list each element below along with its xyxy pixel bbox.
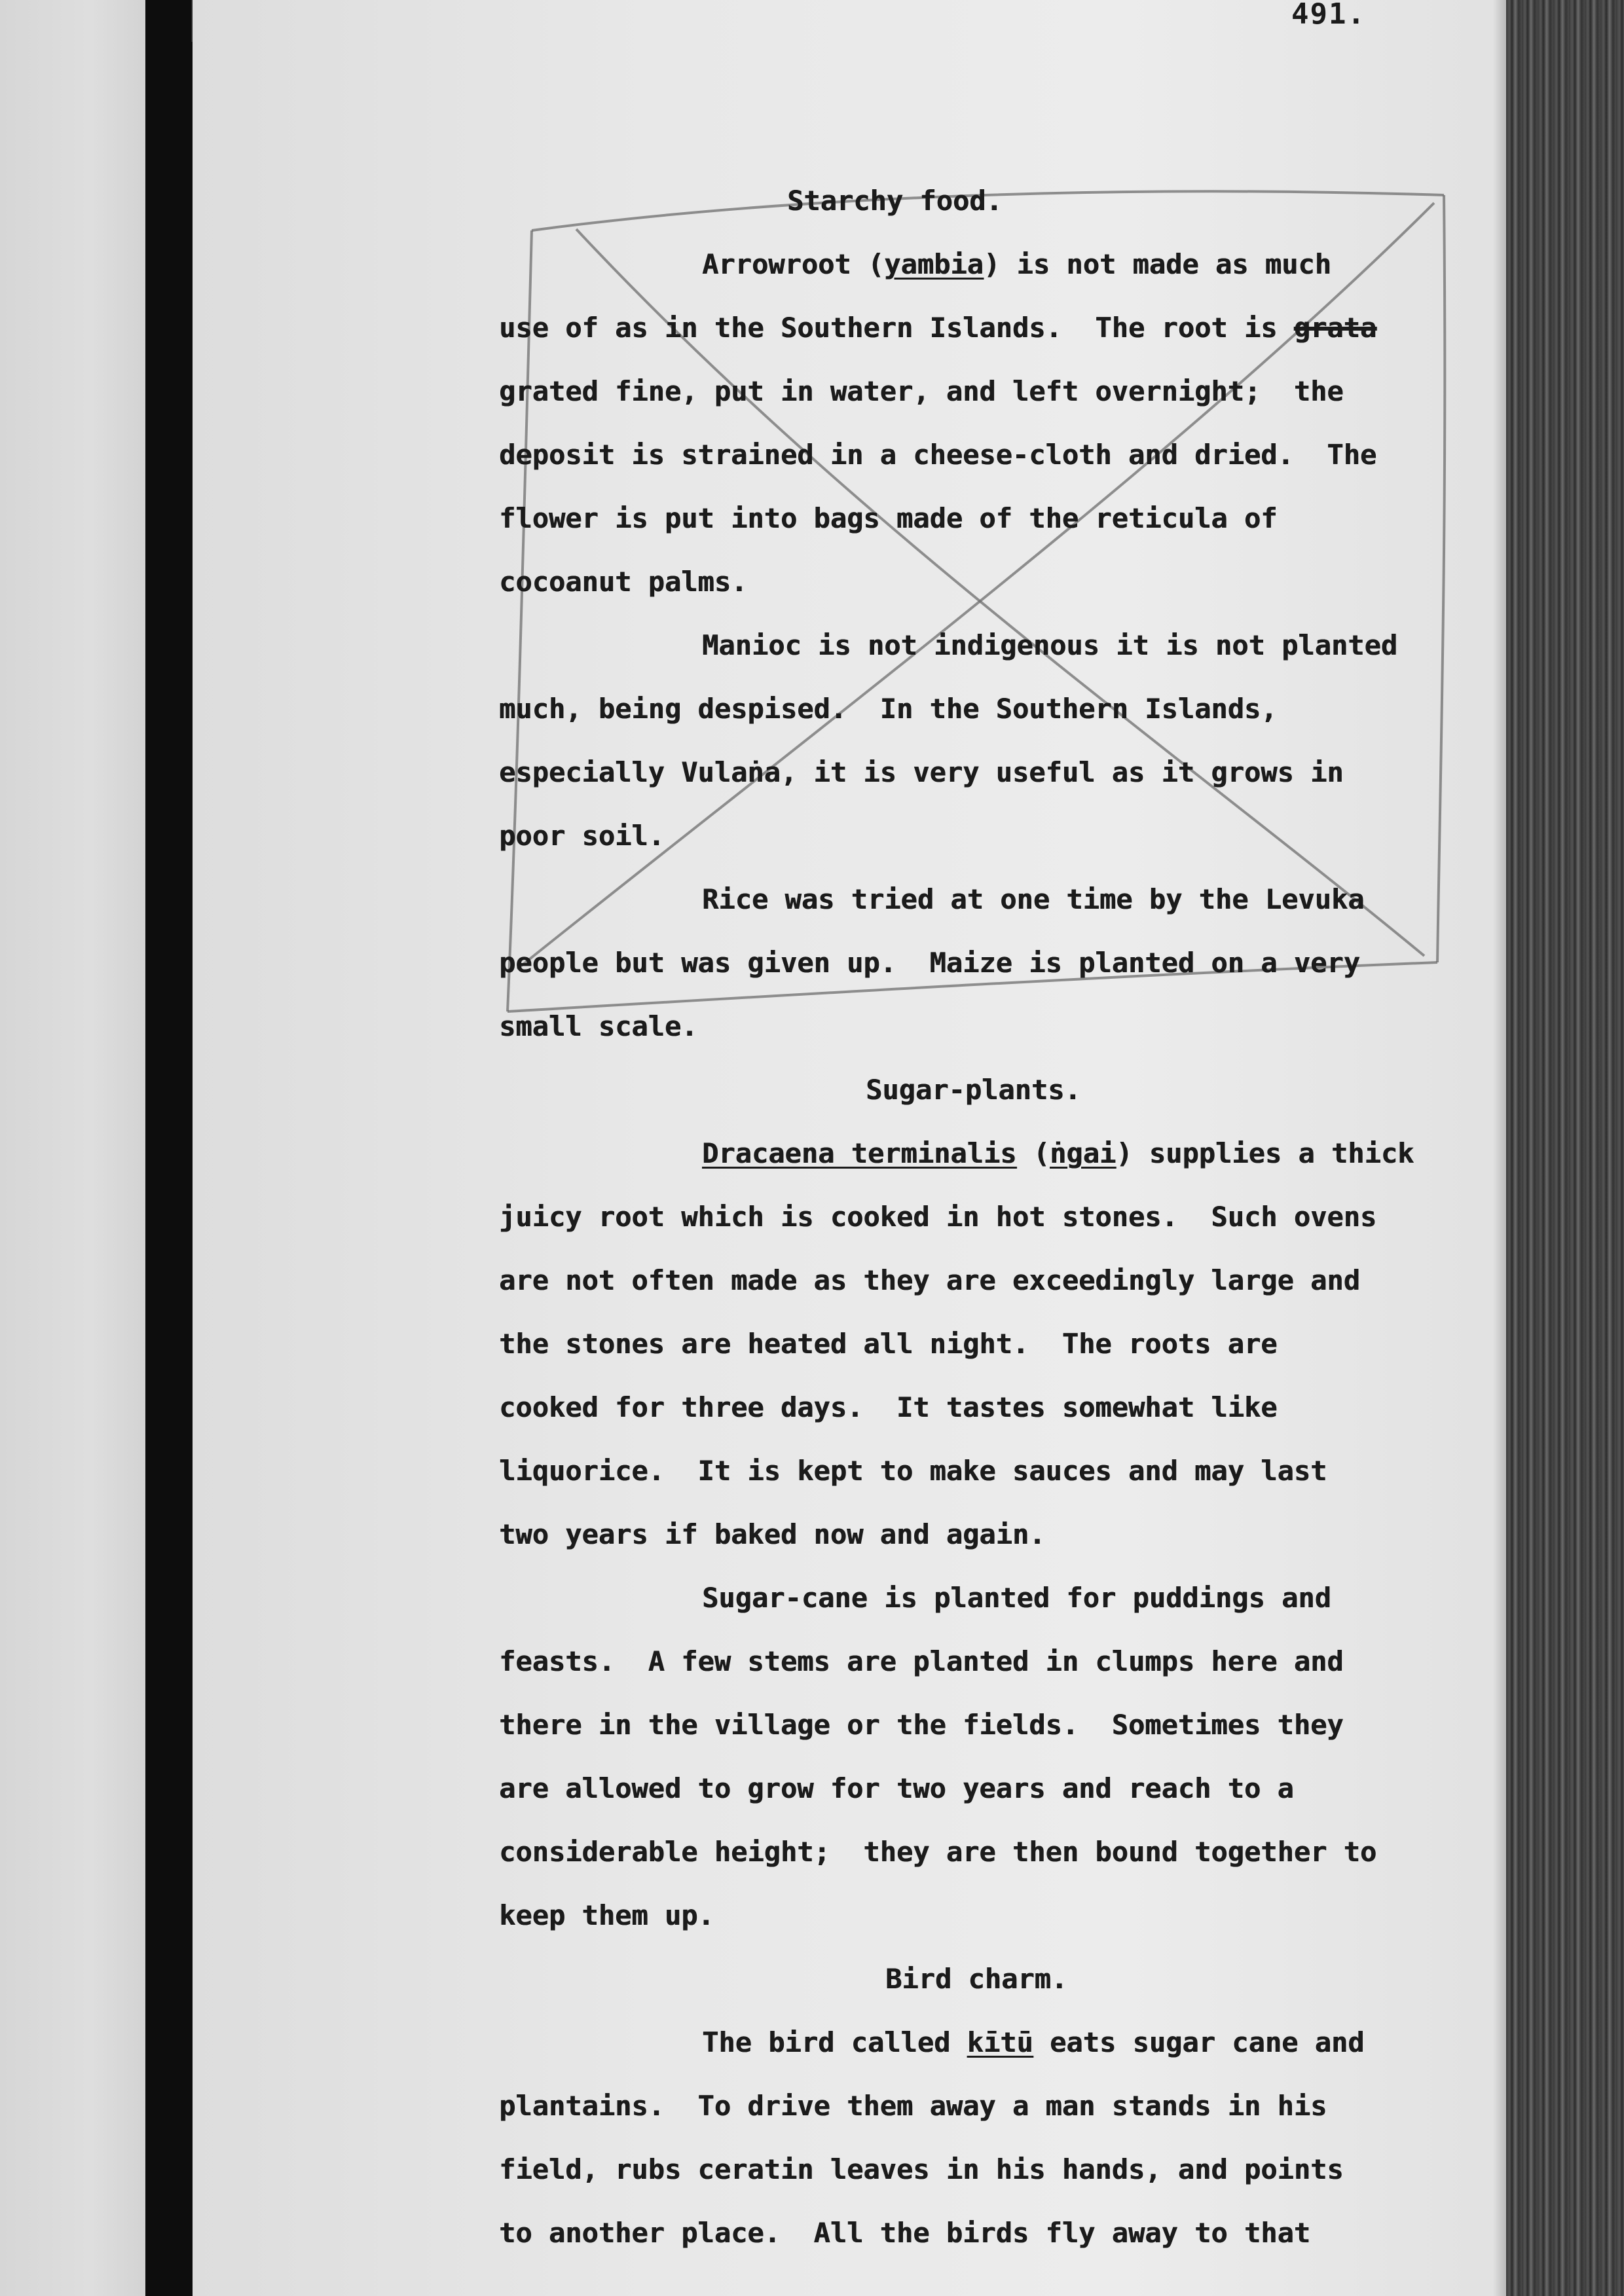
struck-text: grata: [1293, 312, 1377, 344]
text-segment: juicy root which is cooked in hot stones. Such ovens: [499, 1201, 1377, 1233]
text-segment: are allowed to grow for two years and reach to a: [499, 1772, 1294, 1804]
text-segment: to another place. All the birds fly away to that: [499, 2217, 1311, 2249]
text-line: [499, 1630, 1507, 1693]
text-segment: there in the village or the fields. Sometimes they: [499, 1709, 1344, 1741]
text-segment: eats sugar cane and: [1033, 2026, 1365, 2058]
text-line: [499, 1884, 1507, 1947]
text-segment: ) supplies a thick: [1116, 1137, 1414, 1169]
text-segment: Manioc is not indigenous it is not planted: [702, 629, 1398, 661]
text-segment: liquorice. It is kept to make sauces and may last: [499, 1455, 1327, 1487]
underlined-term: ṅgai: [1050, 1137, 1116, 1169]
text-segment: Rice was tried at one time by the Levuka: [702, 883, 1365, 915]
text-segment: ) is not made as much: [983, 248, 1331, 280]
underlined-term: kītū: [967, 2026, 1033, 2058]
text-line: [499, 2138, 1507, 2201]
text-line: [499, 296, 1507, 359]
text-segment: two years if baked now and again.: [499, 1518, 1046, 1550]
section-heading: Starchy food.: [787, 185, 1003, 217]
text-line: [499, 1312, 1507, 1376]
text-line: [499, 1121, 1507, 1185]
text-line: [499, 804, 1507, 867]
text-line: [499, 1566, 1507, 1630]
text-line: [499, 1376, 1507, 1439]
text-line: [499, 677, 1507, 740]
text-line: [499, 1185, 1507, 1248]
text-segment: The bird called: [702, 2026, 967, 2058]
text-line: [499, 550, 1507, 613]
text-line: [499, 2011, 1507, 2074]
book-page-edges: [1506, 0, 1624, 2296]
section-heading: Bird charm.: [885, 1963, 1068, 1995]
text-segment: much, being despised. In the Southern Islands,: [499, 693, 1278, 725]
text-line: [499, 613, 1507, 677]
document-body: [499, 169, 1507, 2265]
text-segment: plantains. To drive them away a man stands in his: [499, 2090, 1327, 2122]
text-line: [499, 931, 1507, 994]
binding-shadow: [145, 0, 193, 2296]
section-heading: Sugar-plants.: [866, 1074, 1081, 1106]
text-line: [499, 1439, 1507, 1503]
text-segment: are not often made as they are exceedingly large and: [499, 1264, 1360, 1296]
text-line: [499, 423, 1507, 486]
text-segment: small scale.: [499, 1010, 698, 1042]
text-segment: Sugar-cane is planted for puddings and: [702, 1582, 1331, 1614]
text-line: [499, 2201, 1507, 2265]
text-segment: feasts. A few stems are planted in clumps here and: [499, 1645, 1344, 1677]
text-segment: use of as in the Southern Islands. The root is: [499, 312, 1294, 344]
text-line: [499, 2074, 1507, 2138]
text-segment: grated fine, put in water, and left overnight; the: [499, 375, 1344, 407]
text-segment: (: [1016, 1137, 1050, 1169]
text-line: [499, 1820, 1507, 1884]
text-line: [499, 1503, 1507, 1566]
text-line: [499, 232, 1507, 296]
text-line: [499, 1693, 1507, 1757]
text-segment: poor soil.: [499, 820, 665, 852]
underlined-term: yambia: [884, 248, 984, 280]
page-number: 491.: [1291, 0, 1366, 31]
text-line: [499, 359, 1507, 423]
text-segment: considerable height; they are then bound together to: [499, 1836, 1377, 1868]
text-segment: Arrowroot (: [702, 248, 885, 280]
text-segment: the stones are heated all night. The roots are: [499, 1328, 1278, 1360]
text-segment: field, rubs ceratin leaves in his hands, and points: [499, 2153, 1344, 2185]
text-segment: flower is put into bags made of the reticula of: [499, 502, 1278, 534]
text-segment: people but was given up. Maize is planted on a very: [499, 947, 1360, 979]
text-segment: especially Vulaṅa, it is very useful as it grows in: [499, 756, 1344, 788]
text-line: [499, 740, 1507, 804]
text-segment: deposit is strained in a cheese-cloth and dried. The: [499, 439, 1377, 471]
text-segment: cooked for three days. It tastes somewhat like: [499, 1391, 1278, 1423]
text-line: [499, 1757, 1507, 1820]
text-line: [499, 867, 1507, 931]
text-segment: cocoanut palms.: [499, 566, 748, 598]
underlined-term: Dracaena terminalis: [702, 1137, 1017, 1169]
text-line: [499, 1248, 1507, 1312]
text-line: [499, 486, 1507, 550]
text-line: [499, 994, 1507, 1058]
scan-left-margin: [0, 0, 151, 2296]
text-segment: keep them up.: [499, 1899, 714, 1931]
